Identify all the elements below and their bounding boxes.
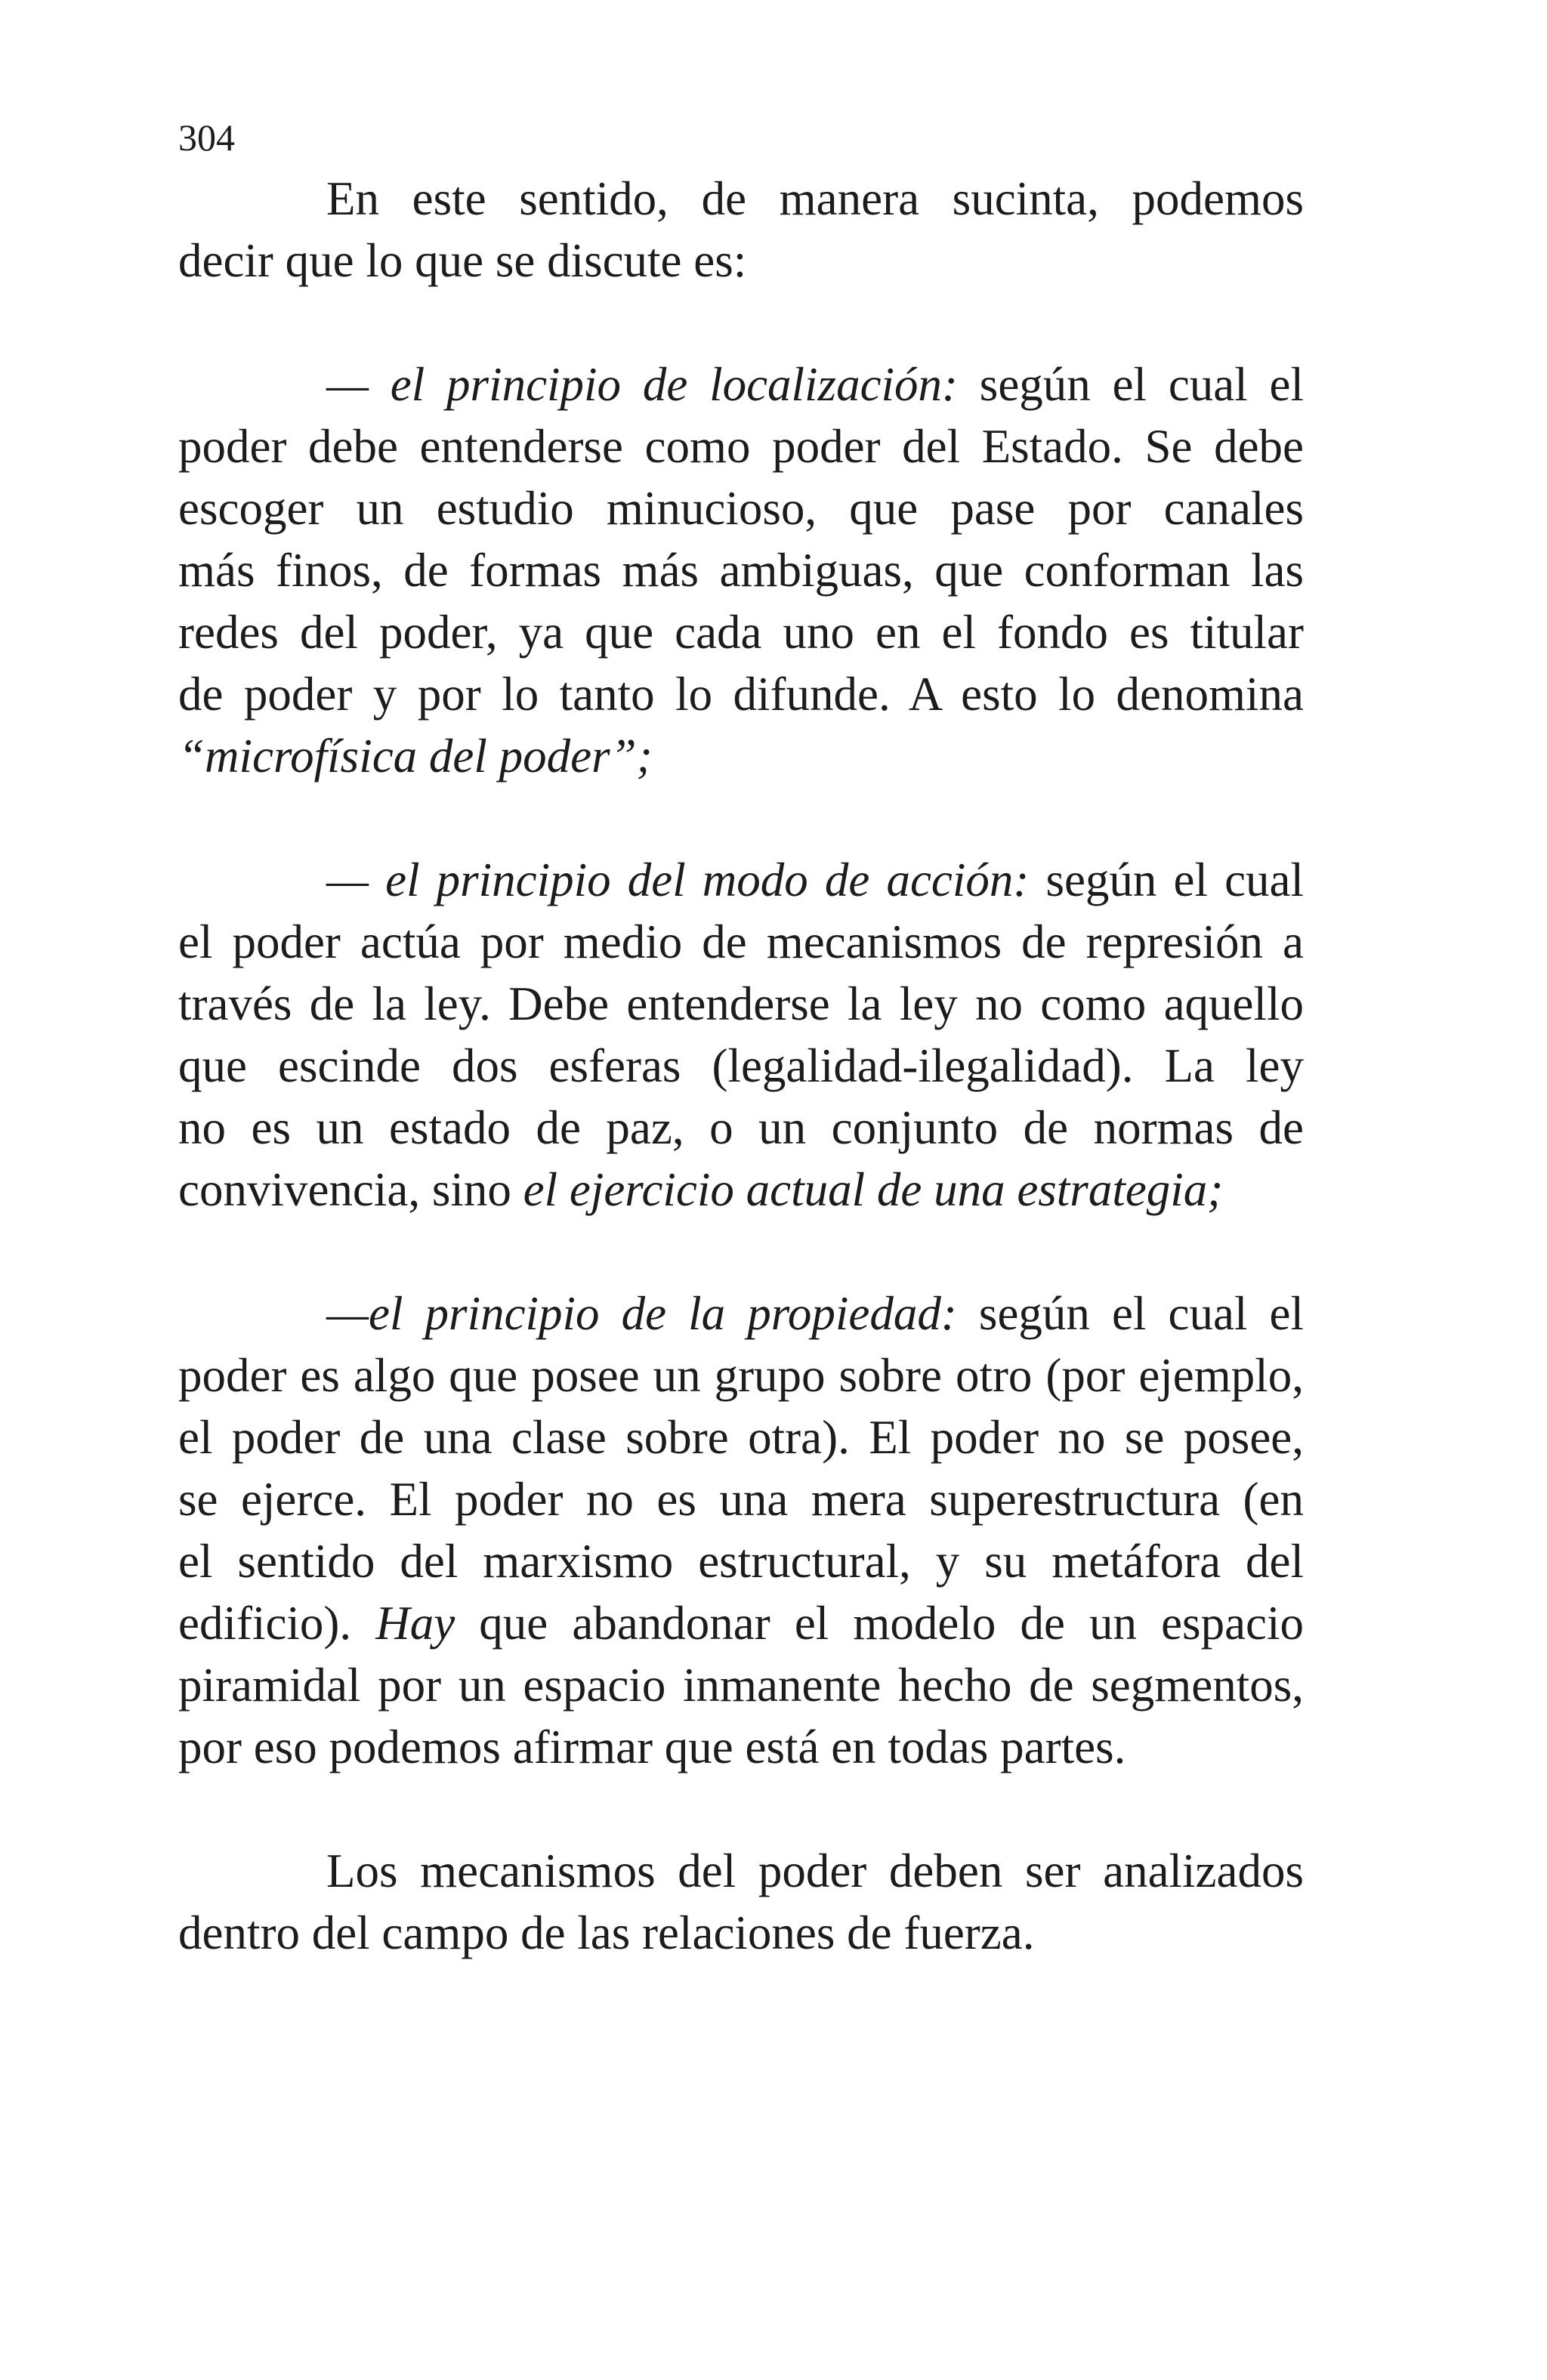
text-line: no es un estado de paz, o un conjunto de normas de bbox=[178, 1101, 1304, 1154]
text-line: más finos, de formas más ambiguas, que conforman las bbox=[178, 544, 1304, 597]
text-line: se ejerce. El poder no es una mera superestructura (en bbox=[178, 1473, 1304, 1526]
text-line: dentro del campo de las relaciones de fuerza. bbox=[178, 1906, 1035, 1959]
paragraph-mode-of-action-principle bbox=[178, 849, 1304, 1221]
page-number: 304 bbox=[178, 116, 235, 159]
text-line: de poder y por lo tanto lo difunde. A esto lo denomina bbox=[178, 668, 1304, 721]
italic-term: “microfísica del poder”; bbox=[178, 730, 653, 783]
paragraph-conclusion bbox=[178, 1840, 1304, 1964]
text-line bbox=[178, 353, 1304, 415]
italic-term: el ejercicio actual de una estrategia; bbox=[523, 1163, 1224, 1216]
principle-heading: — el principio del modo de acción: bbox=[326, 854, 1030, 906]
paragraph-property-principle bbox=[178, 1283, 1304, 1778]
text-line bbox=[178, 1159, 1304, 1221]
text-line bbox=[178, 1283, 1304, 1344]
text-line: redes del poder, ya que cada uno en el fondo es titular bbox=[178, 606, 1304, 659]
italic-term: Hay bbox=[375, 1597, 455, 1650]
text-span: edificio). bbox=[178, 1597, 376, 1650]
text-line: decir que lo que se discute es: bbox=[178, 234, 747, 287]
text-line bbox=[178, 849, 1304, 911]
text-line: través de la ley. Debe entenderse la ley no como aquello bbox=[178, 977, 1304, 1030]
text-line bbox=[178, 1592, 1304, 1654]
paragraph-localization-principle bbox=[178, 353, 1304, 787]
text-line: poder debe entenderse como poder del Estado. Se debe bbox=[178, 420, 1304, 473]
paragraph-intro bbox=[178, 168, 1304, 292]
text-span: que abandonar el modelo de un espacio bbox=[455, 1597, 1304, 1650]
text-line: el sentido del marxismo estructural, y su metáfora del bbox=[178, 1535, 1304, 1588]
page-body bbox=[178, 168, 1304, 1964]
text-line bbox=[178, 725, 1304, 787]
text-span: convivencia, sino bbox=[178, 1163, 523, 1216]
text-line: escoger un estudio minucioso, que pase por canales bbox=[178, 482, 1304, 535]
text-line: piramidal por un espacio inmanente hecho de segmentos, bbox=[178, 1659, 1304, 1712]
text-line: En este sentido, de manera sucinta, podemos bbox=[326, 172, 1304, 225]
text-line: el poder actúa por medio de mecanismos de represión a bbox=[178, 915, 1304, 968]
text-span: según el cual bbox=[1029, 854, 1305, 906]
text-span: según el cual el bbox=[956, 1287, 1304, 1340]
text-line: Los mecanismos del poder deben ser analizados bbox=[326, 1844, 1304, 1897]
principle-heading: —el principio de la propiedad: bbox=[326, 1287, 957, 1340]
text-line: poder es algo que posee un grupo sobre otro (por ejemplo, bbox=[178, 1349, 1304, 1402]
text-span: según el cual el bbox=[958, 358, 1304, 411]
text-line: por eso podemos afirmar que está en todas partes. bbox=[178, 1721, 1126, 1773]
text-line: que escinde dos esferas (legalidad-ilegalidad). La ley bbox=[178, 1039, 1304, 1092]
principle-heading: — el principio de localización: bbox=[326, 358, 959, 411]
text-line: el poder de una clase sobre otra). El poder no se posee, bbox=[178, 1411, 1304, 1464]
